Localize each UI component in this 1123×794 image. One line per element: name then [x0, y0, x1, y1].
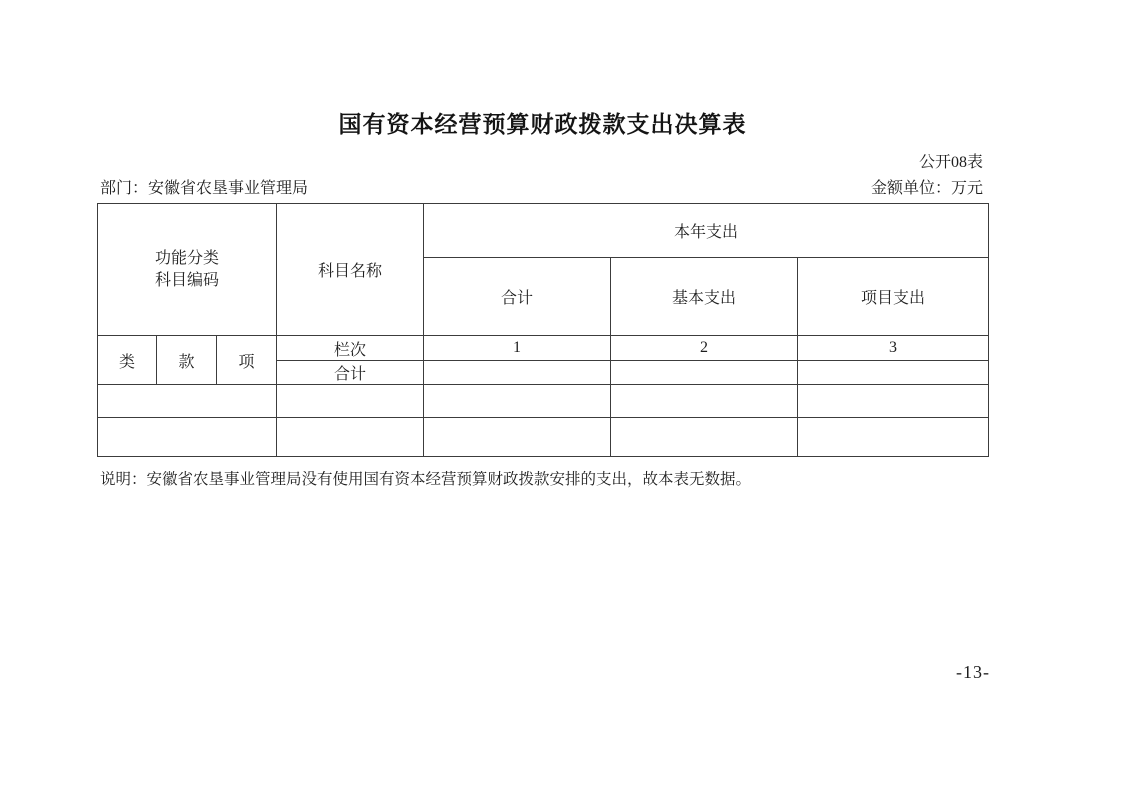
header-subject-name: 科目名称	[277, 204, 424, 336]
empty-project-cell	[798, 418, 989, 457]
page-number: -13-	[956, 662, 990, 682]
lanci-col-2: 2	[611, 336, 798, 361]
heji-total-cell	[424, 361, 611, 385]
empty-project-cell	[798, 385, 989, 418]
header-func-code-line1: 功能分类	[154, 249, 219, 267]
heji-basic-cell	[611, 361, 798, 385]
lanci-label: 栏次	[277, 336, 424, 361]
subheader-item: 项	[217, 336, 277, 385]
empty-func-code-cell	[98, 385, 277, 418]
header-total: 合计	[424, 258, 611, 336]
header-func-code	[98, 204, 277, 336]
table-row-empty	[98, 385, 989, 418]
empty-total-cell	[424, 385, 611, 418]
note-text: 说明：安徽省农垦事业管理局没有使用国有资本经营预算财政拨款安排的支出，故本表无数据。	[100, 471, 752, 488]
heji-label: 合计	[277, 361, 424, 385]
subheader-category: 类	[98, 336, 157, 385]
empty-total-cell	[424, 418, 611, 457]
lanci-col-1: 1	[424, 336, 611, 361]
unit-label: 金额单位：万元	[870, 180, 983, 197]
table-row-empty	[98, 418, 989, 457]
subheader-section: 款	[157, 336, 217, 385]
header-basic-expenditure: 基本支出	[611, 258, 798, 336]
heji-project-cell	[798, 361, 989, 385]
department-label: 部门：安徽省农垦事业管理局	[100, 180, 309, 197]
lanci-col-3: 3	[798, 336, 989, 361]
header-func-code-line2: 科目编码	[154, 271, 219, 289]
empty-basic-cell	[611, 418, 798, 457]
empty-basic-cell	[611, 385, 798, 418]
empty-subject-cell	[277, 385, 424, 418]
meta-line	[100, 175, 983, 198]
empty-subject-cell	[277, 418, 424, 457]
empty-func-code-cell	[98, 418, 277, 457]
table-row-lanci	[98, 336, 989, 361]
table-row	[98, 204, 989, 258]
table-code-label: 公开08表	[918, 154, 983, 171]
header-project-expenditure: 项目支出	[798, 258, 989, 336]
page-title: 国有资本经营预算财政拨款支出决算表	[338, 112, 747, 138]
budget-table	[97, 203, 989, 457]
header-current-year-expenditure: 本年支出	[424, 204, 989, 258]
